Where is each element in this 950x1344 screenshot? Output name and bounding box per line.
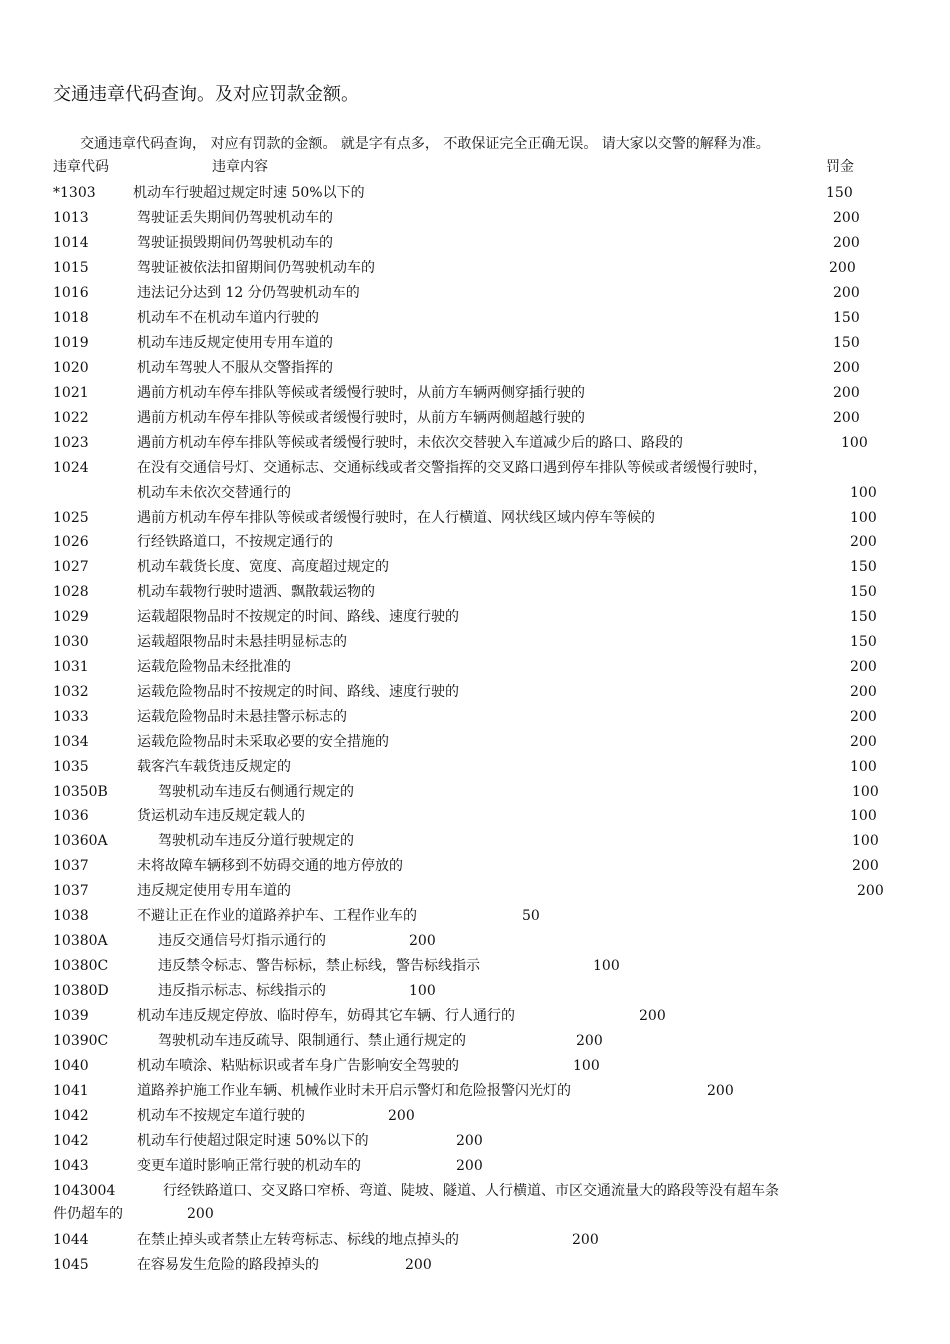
violation-content: 货运机动车违反规定载人的 bbox=[137, 808, 305, 824]
violation-fine: 100 bbox=[841, 435, 868, 451]
violation-content: 道路养护施工作业车辆、机械作业时未开启示警灯和危险报警闪光灯的 bbox=[137, 1083, 571, 1099]
violation-code: 1034 bbox=[53, 734, 89, 750]
violation-code: 1029 bbox=[53, 609, 89, 625]
violation-code: 1040 bbox=[53, 1058, 89, 1074]
violation-fine: 100 bbox=[850, 485, 877, 501]
violation-fine: 200 bbox=[639, 1008, 666, 1024]
violation-fine: 200 bbox=[409, 933, 436, 949]
violation-content: 机动车载物行驶时遗洒、飘散载运物的 bbox=[137, 584, 375, 600]
violation-fine: 200 bbox=[850, 709, 877, 725]
violation-fine: 200 bbox=[850, 659, 877, 675]
violation-content: 驾驶证损毁期间仍驾驶机动车的 bbox=[137, 235, 333, 251]
violation-content: 违反指示标志、标线指示的 bbox=[158, 983, 326, 999]
violation-fine: 100 bbox=[573, 1058, 600, 1074]
violation-content: 行经铁路道口，不按规定通行的 bbox=[137, 534, 333, 550]
violation-content: 机动车不按规定车道行驶的 bbox=[137, 1108, 305, 1124]
violation-fine: 200 bbox=[833, 210, 860, 226]
violation-code: 件仍超车的 bbox=[53, 1206, 123, 1222]
violation-fine: 200 bbox=[405, 1257, 432, 1273]
header-fine: 罚金 bbox=[826, 159, 854, 175]
violation-content: 违反交通信号灯指示通行的 bbox=[158, 933, 326, 949]
violation-code: 1032 bbox=[53, 684, 89, 700]
violation-fine: 200 bbox=[707, 1083, 734, 1099]
document-title: 交通违章代码查询。及对应罚款金额。 bbox=[53, 84, 359, 105]
violation-content: 运载危险物品未经批准的 bbox=[137, 659, 291, 675]
violation-content: 不避让正在作业的道路养护车、工程作业车的 bbox=[137, 908, 417, 924]
violation-code: 1036 bbox=[53, 808, 89, 824]
violation-fine: 150 bbox=[850, 609, 877, 625]
violation-content: 驾驶机动车违反疏导、限制通行、禁止通行规定的 bbox=[158, 1033, 466, 1049]
header-content: 违章内容 bbox=[212, 159, 268, 175]
violation-fine: 200 bbox=[833, 410, 860, 426]
violation-code: 1015 bbox=[53, 260, 89, 276]
violation-code: 1044 bbox=[53, 1232, 89, 1248]
violation-code: 1041 bbox=[53, 1083, 89, 1099]
document-intro: 交通违章代码查询， 对应有罚款的金额。 就是字有点多， 不敢保证完全正确无误。 请大家以交警的解释为准。 bbox=[80, 136, 770, 152]
violation-code: 1033 bbox=[53, 709, 89, 725]
violation-fine: 200 bbox=[456, 1133, 483, 1149]
violation-code: 1031 bbox=[53, 659, 89, 675]
violation-content: 运载危险物品时未悬挂警示标志的 bbox=[137, 709, 347, 725]
violation-fine: 200 bbox=[833, 285, 860, 301]
violation-code: 10380A bbox=[53, 933, 108, 949]
violation-fine: 200 bbox=[852, 858, 879, 874]
violation-code: 1035 bbox=[53, 759, 89, 775]
violation-content: 机动车未依次交替通行的 bbox=[137, 485, 291, 501]
violation-fine: 200 bbox=[857, 883, 884, 899]
violation-code: 1028 bbox=[53, 584, 89, 600]
violation-code: 10380C bbox=[53, 958, 109, 974]
violation-fine: 100 bbox=[852, 784, 879, 800]
violation-code: 1023 bbox=[53, 435, 89, 451]
violation-content: 遇前方机动车停车排队等候或者缓慢行驶时，未依次交替驶入车道减少后的路口、路段的 bbox=[137, 435, 683, 451]
violation-fine: 150 bbox=[850, 584, 877, 600]
violation-content: 运载危险物品时未采取必要的安全措施的 bbox=[137, 734, 389, 750]
violation-code: 1018 bbox=[53, 310, 89, 326]
violation-content: 遇前方机动车停车排队等候或者缓慢行驶时，从前方车辆两侧穿插行驶的 bbox=[137, 385, 585, 401]
violation-content: 在没有交通信号灯、交通标志、交通标线或者交警指挥的交叉路口遇到停车排队等候或者缓慢行驶时， bbox=[137, 460, 767, 476]
violation-code: 1025 bbox=[53, 510, 89, 526]
violation-content: 在容易发生危险的路段掉头的 bbox=[137, 1257, 319, 1273]
violation-content: 驾驶机动车违反右侧通行规定的 bbox=[158, 784, 354, 800]
violation-content: 运载超限物品时不按规定的时间、路线、速度行驶的 bbox=[137, 609, 459, 625]
violation-fine: 200 bbox=[850, 534, 877, 550]
violation-fine: 200 bbox=[833, 385, 860, 401]
violation-code: 10350B bbox=[53, 784, 108, 800]
violation-fine: 200 bbox=[850, 684, 877, 700]
violation-fine: 150 bbox=[850, 559, 877, 575]
violation-fine: 200 bbox=[829, 260, 856, 276]
violation-fine: 200 bbox=[833, 360, 860, 376]
violation-fine: 200 bbox=[187, 1206, 214, 1222]
violation-code: 1014 bbox=[53, 235, 89, 251]
violation-code: 10390C bbox=[53, 1033, 109, 1049]
violation-fine: 150 bbox=[826, 185, 853, 201]
violation-content: 机动车违反规定停放、临时停车，妨碍其它车辆、行人通行的 bbox=[137, 1008, 515, 1024]
violation-code: 1027 bbox=[53, 559, 89, 575]
violation-code: 1038 bbox=[53, 908, 89, 924]
violation-code: 10360A bbox=[53, 833, 108, 849]
violation-content: 机动车行使超过限定时速 50%以下的 bbox=[137, 1133, 369, 1149]
violation-code: 1037 bbox=[53, 883, 89, 899]
violation-fine: 200 bbox=[850, 734, 877, 750]
violation-code: 1021 bbox=[53, 385, 89, 401]
violation-content: 驾驶证丢失期间仍驾驶机动车的 bbox=[137, 210, 333, 226]
violation-fine: 100 bbox=[850, 759, 877, 775]
violation-fine: 200 bbox=[572, 1232, 599, 1248]
violation-code: 10380D bbox=[53, 983, 109, 999]
violation-code: 1037 bbox=[53, 858, 89, 874]
violation-code: 1026 bbox=[53, 534, 89, 550]
violation-content: 机动车不在机动车道内行驶的 bbox=[137, 310, 319, 326]
violation-content: 机动车喷涂、粘贴标识或者车身广告影响安全驾驶的 bbox=[137, 1058, 459, 1074]
violation-content: 机动车行驶超过规定时速 50%以下的 bbox=[133, 185, 365, 201]
violation-content: 在禁止掉头或者禁止左转弯标志、标线的地点掉头的 bbox=[137, 1232, 459, 1248]
violation-fine: 200 bbox=[388, 1108, 415, 1124]
violation-code: 1039 bbox=[53, 1008, 89, 1024]
violation-code: 1024 bbox=[53, 460, 89, 476]
violation-code: 1042 bbox=[53, 1108, 89, 1124]
violation-code: 1042 bbox=[53, 1133, 89, 1149]
violation-code: 1045 bbox=[53, 1257, 89, 1273]
header-code: 违章代码 bbox=[53, 159, 109, 175]
violation-content: 载客汽车载货违反规定的 bbox=[137, 759, 291, 775]
violation-fine: 100 bbox=[850, 510, 877, 526]
violation-content: 机动车违反规定使用专用车道的 bbox=[137, 335, 333, 351]
violation-code: 1016 bbox=[53, 285, 89, 301]
violation-code: 1022 bbox=[53, 410, 89, 426]
violation-fine: 150 bbox=[833, 310, 860, 326]
violation-content: 行经铁路道口、交叉路口窄桥、弯道、陡坡、隧道、人行横道、市区交通流量大的路段等没有超车条 bbox=[163, 1183, 779, 1199]
violation-content: 变更车道时影响正常行驶的机动车的 bbox=[137, 1158, 361, 1174]
violation-content: 运载超限物品时未悬挂明显标志的 bbox=[137, 634, 347, 650]
violation-fine: 200 bbox=[576, 1033, 603, 1049]
violation-fine: 50 bbox=[522, 908, 540, 924]
violation-code: *1303 bbox=[53, 185, 96, 201]
violation-fine: 100 bbox=[850, 808, 877, 824]
violation-content: 遇前方机动车停车排队等候或者缓慢行驶时，在人行横道、网状线区域内停车等候的 bbox=[137, 510, 655, 526]
violation-fine: 100 bbox=[409, 983, 436, 999]
violation-fine: 150 bbox=[833, 335, 860, 351]
violation-fine: 100 bbox=[593, 958, 620, 974]
violation-content: 违反禁令标志、警告标标，禁止标线，警告标线指示 bbox=[158, 958, 480, 974]
violation-content: 遇前方机动车停车排队等候或者缓慢行驶时，从前方车辆两侧超越行驶的 bbox=[137, 410, 585, 426]
violation-content: 机动车驾驶人不服从交警指挥的 bbox=[137, 360, 333, 376]
violation-code: 1043 bbox=[53, 1158, 89, 1174]
violation-content: 违反规定使用专用车道的 bbox=[137, 883, 291, 899]
violation-fine: 200 bbox=[456, 1158, 483, 1174]
violation-fine: 150 bbox=[850, 634, 877, 650]
violation-content: 驾驶机动车违反分道行驶规定的 bbox=[158, 833, 354, 849]
violation-fine: 200 bbox=[833, 235, 860, 251]
violation-code: 1019 bbox=[53, 335, 89, 351]
violation-code: 1030 bbox=[53, 634, 89, 650]
violation-content: 驾驶证被依法扣留期间仍驾驶机动车的 bbox=[137, 260, 375, 276]
violation-code: 1013 bbox=[53, 210, 89, 226]
violation-code: 1043004 bbox=[53, 1183, 116, 1199]
violation-code: 1020 bbox=[53, 360, 89, 376]
violation-content: 违法记分达到 12 分仍驾驶机动车的 bbox=[137, 285, 360, 301]
violation-content: 运载危险物品时不按规定的时间、路线、速度行驶的 bbox=[137, 684, 459, 700]
violation-content: 机动车载货长度、宽度、高度超过规定的 bbox=[137, 559, 389, 575]
violation-content: 未将故障车辆移到不妨碍交通的地方停放的 bbox=[137, 858, 403, 874]
violation-fine: 100 bbox=[852, 833, 879, 849]
